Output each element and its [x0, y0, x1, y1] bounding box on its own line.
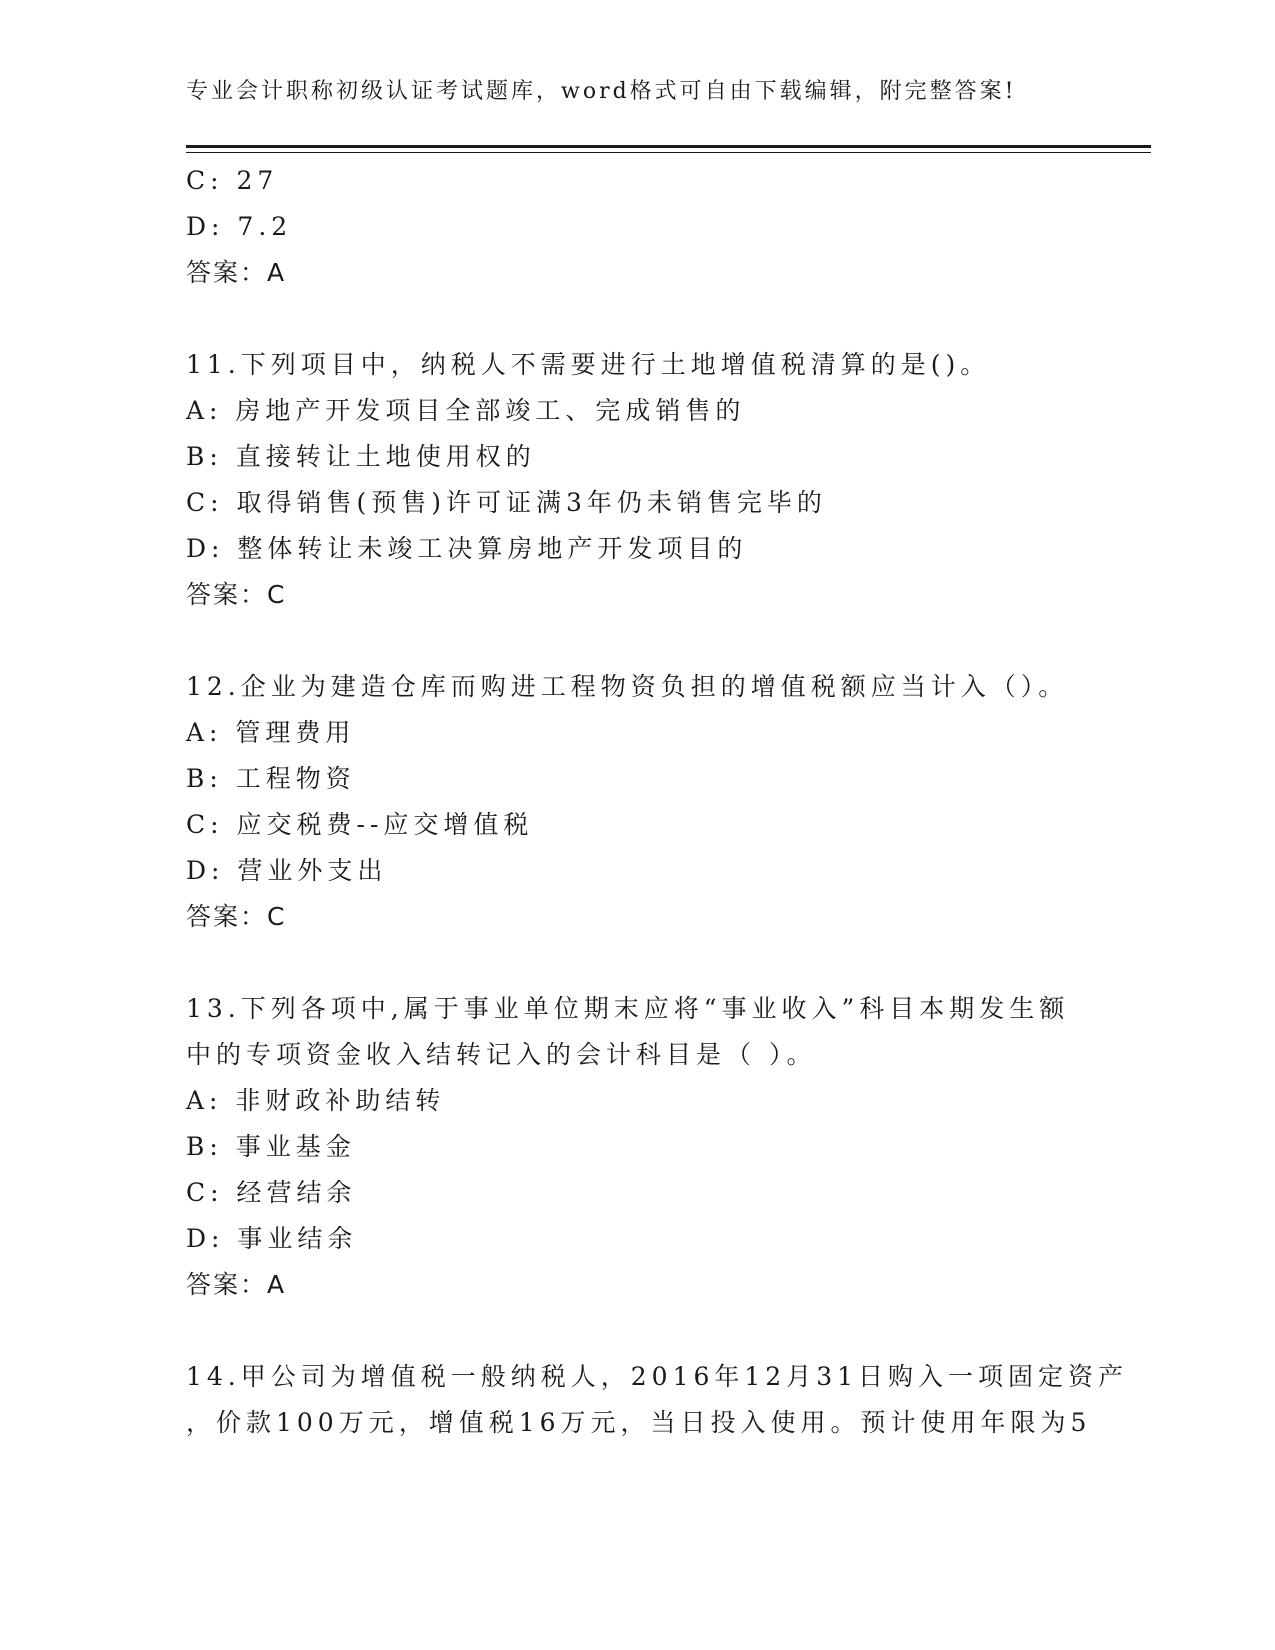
answer: 答案：C — [186, 902, 287, 931]
question-11 — [186, 342, 1086, 618]
question-stem-line-1: 13.下列各项中,属于事业单位期末应将“事业收入”科目本期发生额 — [186, 994, 1070, 1023]
option-d: D: 整体转让未竣工决算房地产开发项目的 — [186, 534, 748, 563]
spacer — [186, 1308, 1086, 1354]
question-stem: 12.企业为建造仓库而购进工程物资负担的增值税额应当计入（）。 — [186, 672, 1069, 701]
question-13 — [186, 986, 1086, 1308]
question-stem-line-2: 中的专项资金收入结转记入的会计科目是（ ）。 — [186, 1040, 817, 1069]
option-d: D: 事业结余 — [186, 1224, 358, 1253]
spacer — [186, 940, 1086, 986]
option-c: C: 应交税费--应交增值税 — [186, 810, 534, 839]
option-c: C: 经营结余 — [186, 1178, 357, 1207]
page-header: 专业会计职称初级认证考试题库，word格式可自由下载编辑，附完整答案! — [186, 79, 1017, 104]
question-stem-line-2: ，价款100万元，增值税16万元，当日投入使用。预计使用年限为5 — [186, 1408, 1092, 1437]
option-b: B: 工程物资 — [186, 764, 356, 793]
option-a: A: 管理费用 — [186, 718, 356, 747]
answer: 答案：A — [186, 258, 287, 287]
spacer — [186, 618, 1086, 664]
option-d: D: 营业外支出 — [186, 856, 388, 885]
option-b: B: 事业基金 — [186, 1132, 356, 1161]
option-c: C: 27 — [186, 166, 279, 195]
option-c: C: 取得销售(预售)许可证满3年仍未销售完毕的 — [186, 488, 827, 517]
question-list — [186, 158, 1129, 1446]
spacer — [186, 296, 1086, 342]
question-12 — [186, 664, 1086, 940]
option-d: D: 7.2 — [186, 212, 293, 241]
option-b: B: 直接转让土地使用权的 — [186, 442, 536, 471]
answer: 答案：C — [186, 580, 287, 609]
header-divider-thick — [186, 145, 1151, 148]
question-14 — [186, 1354, 1129, 1446]
option-a: A: 非财政补助结转 — [186, 1086, 446, 1115]
question-prev — [186, 158, 1086, 296]
answer: 答案：A — [186, 1270, 287, 1299]
header-divider-thin — [186, 152, 1151, 153]
option-a: A: 房地产开发项目全部竣工、完成销售的 — [186, 396, 746, 425]
question-stem: 11.下列项目中，纳税人不需要进行土地增值税清算的是()。 — [186, 350, 991, 379]
question-stem-line-1: 14.甲公司为增值税一般纳税人，2016年12月31日购入一项固定资产 — [186, 1362, 1129, 1391]
